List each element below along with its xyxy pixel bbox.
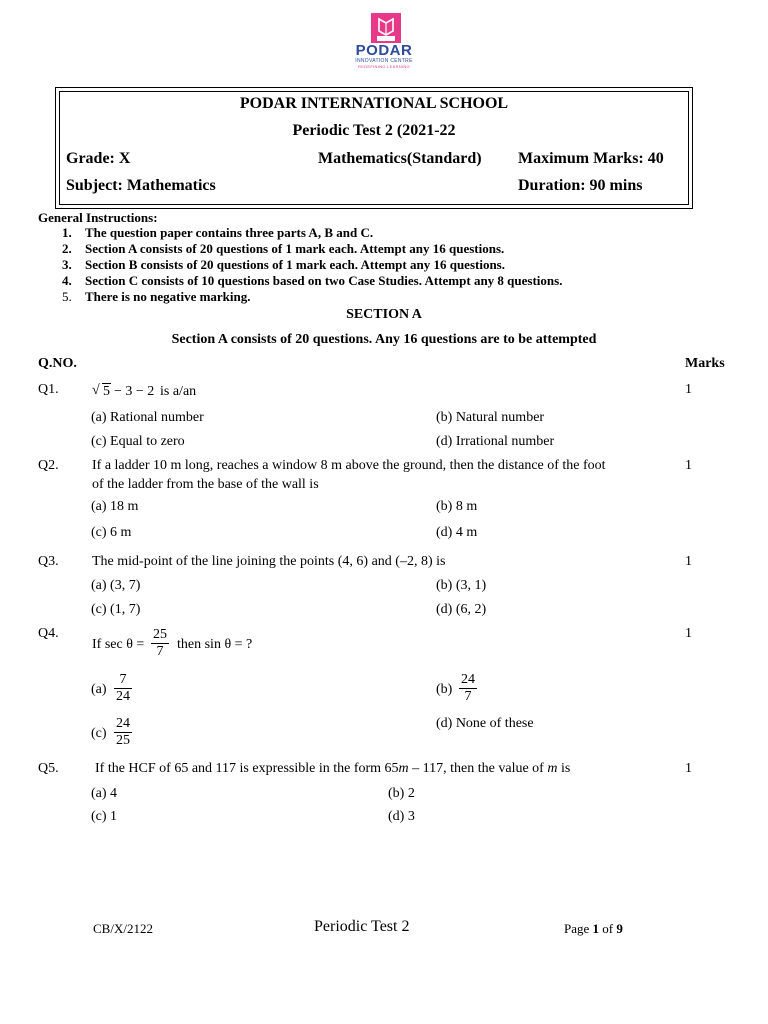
q5-text-part: is (557, 761, 571, 776)
option-c: (c) (1, 7) (91, 602, 141, 617)
q1-radicand: 5 (103, 384, 110, 399)
sqrt-symbol-icon: √ (92, 383, 100, 398)
fraction-denominator: 7 (459, 688, 477, 705)
question-number: Q5. (38, 761, 59, 776)
footer-code: CB/X/2122 (93, 921, 153, 936)
fraction-denominator: 24 (116, 689, 130, 704)
page-number: 1 (592, 921, 600, 936)
question-number: Q2. (38, 458, 59, 473)
option-b: (b) Natural number (436, 410, 545, 425)
option-d: (d) Irrational number (436, 434, 555, 449)
subject-label: Subject: Mathematics (66, 177, 216, 194)
instruction-number: 3. (62, 257, 72, 272)
q4-fraction (151, 627, 169, 660)
question-text (95, 761, 570, 777)
instruction-number: 2. (62, 241, 72, 256)
question-marks: 1 (685, 761, 692, 776)
question-marks: 1 (685, 458, 692, 473)
q4-then-text: then sin θ = ? (177, 637, 253, 652)
instruction-text: The question paper contains three parts A, B and C. (85, 225, 374, 240)
option-d: (d) 4 m (436, 525, 478, 540)
instruction-number: 4. (62, 273, 72, 288)
q5-variable-m: m (547, 761, 558, 776)
instruction-text: Section C consists of 10 questions based on two Case Studies. Attempt any 8 questions. (85, 273, 563, 288)
question-number: Q3. (38, 554, 59, 569)
option-d: (d) (6, 2) (436, 602, 487, 617)
option-a-label: (a) (91, 682, 107, 697)
section-subtitle: Section A consists of 20 questions. Any 16 questions are to be attempted (171, 332, 597, 347)
instruction-text: Section B consists of 20 questions of 1 mark each. Attempt any 16 questions. (85, 257, 505, 272)
q5-variable-m: m (398, 761, 409, 776)
option-b: (b) (3, 1) (436, 578, 487, 593)
q4-if-text: If sec θ = (92, 637, 145, 652)
logo-name: PODAR (355, 42, 413, 59)
grade-label: Grade: X (66, 150, 131, 167)
option-b: (b) 2 (388, 786, 415, 801)
option-a: (a) Rational number (91, 410, 204, 425)
podar-logo-icon (371, 13, 401, 43)
footer-title: Periodic Test 2 (314, 918, 410, 935)
option-a: (a) 4 (91, 786, 118, 801)
q1-expression: − 3 − 2 (114, 384, 155, 399)
logo-subtitle: INNOVATION CENTRE (355, 58, 413, 64)
q5-text-part: – 117, then the value of (408, 761, 548, 776)
question-number: Q4. (38, 626, 59, 641)
test-title: Periodic Test 2 (2021-22 (292, 122, 456, 139)
option-c: (c) Equal to zero (91, 434, 185, 449)
q1-suffix: is a/an (160, 384, 197, 399)
question-marks: 1 (685, 382, 692, 397)
option-a: (a) 18 m (91, 499, 139, 514)
option-d: (d) None of these (436, 716, 534, 731)
question-marks: 1 (685, 554, 692, 569)
logo-wordmark (330, 43, 438, 69)
qno-column-header: Q.NO. (38, 356, 77, 371)
school-name: PODAR INTERNATIONAL SCHOOL (239, 95, 509, 112)
option-b-label: (b) (436, 682, 453, 697)
question-text: of the ladder from the base of the wall is (92, 477, 319, 492)
instructions-title: General Instructions: (38, 210, 158, 225)
q5-text-part: If the HCF of 65 and 117 is expressible in the form 65 (95, 761, 399, 776)
option-d: (d) 3 (388, 809, 415, 824)
instruction-text: Section A consists of 20 questions of 1 mark each. Attempt any 16 questions. (85, 241, 505, 256)
page-prefix: Page (564, 921, 593, 936)
paper-label: Mathematics(Standard) (318, 150, 482, 167)
option-a: (a) (3, 7) (91, 578, 141, 593)
question-marks: 1 (685, 626, 692, 641)
fraction-numerator: 25 (153, 627, 167, 642)
instruction-text: There is no negative marking. (85, 289, 251, 304)
max-marks-label: Maximum Marks: 40 (518, 150, 664, 167)
fraction-denominator: 7 (151, 643, 169, 660)
duration-label: Duration: 90 mins (518, 177, 643, 194)
question-text: The mid-point of the line joining the points (4, 6) and (–2, 8) is (92, 554, 446, 569)
option-c-fraction (114, 716, 132, 749)
question-text: If a ladder 10 m long, reaches a window 8 m above the ground, then the distance of the foot (92, 458, 606, 473)
marks-column-header: Marks (685, 356, 725, 371)
fraction-numerator: 7 (119, 672, 127, 687)
option-c: (c) 6 m (91, 525, 132, 540)
option-b-fraction (459, 672, 477, 705)
option-a-fraction (114, 672, 132, 705)
page-indicator (564, 921, 623, 937)
instruction-number: 1. (62, 225, 72, 240)
fraction-denominator: 25 (116, 733, 130, 748)
section-title: SECTION A (346, 307, 422, 322)
logo-tagline: REDEFINING LEARNING (358, 64, 410, 69)
fraction-numerator: 24 (116, 716, 130, 731)
fraction-numerator: 24 (461, 672, 475, 687)
instruction-number: 5. (62, 289, 72, 304)
option-c: (c) 1 (91, 809, 118, 824)
page-of: of (599, 921, 617, 936)
option-b: (b) 8 m (436, 499, 478, 514)
page-total: 9 (616, 921, 623, 936)
question-number: Q1. (38, 382, 59, 397)
option-c-label: (c) (91, 726, 107, 741)
